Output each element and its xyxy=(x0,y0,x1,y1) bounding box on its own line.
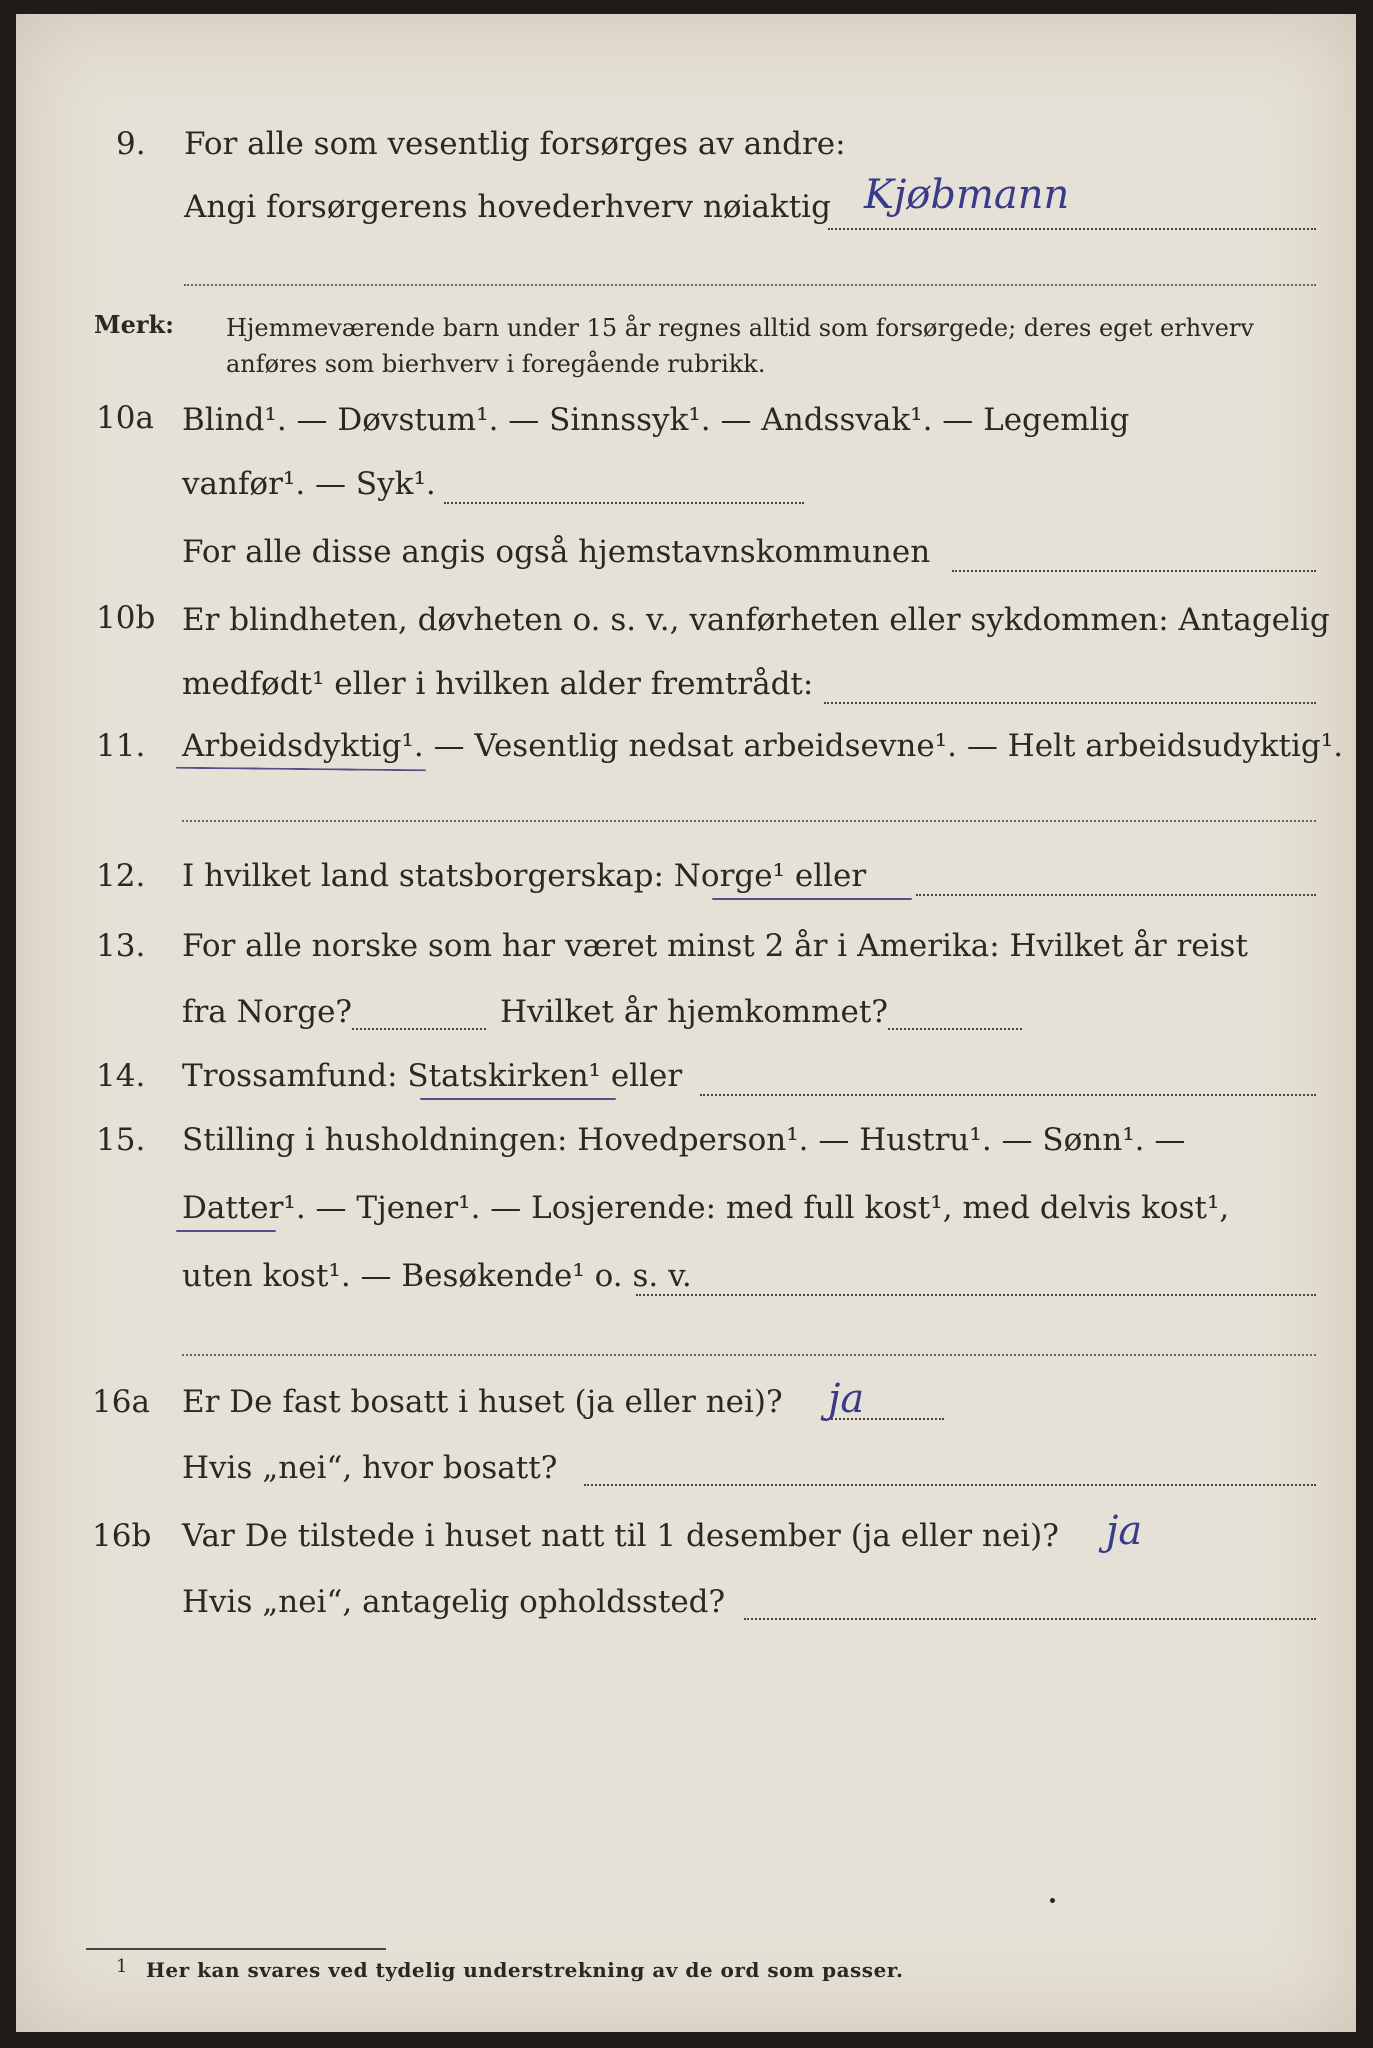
q14-number: 14. xyxy=(96,1058,146,1094)
q15-number: 15. xyxy=(96,1122,146,1158)
q9-line-1: For alle som vesentlig forsørges av andre: xyxy=(184,126,846,162)
merk-label: Merk: xyxy=(94,310,174,339)
q9-number: 9. xyxy=(116,126,146,162)
q15-line-3: uten kost¹. — Besøkende¹ o. s. v. xyxy=(182,1258,692,1294)
q13-reist-line xyxy=(352,1028,486,1030)
q15-datter-underline xyxy=(176,1230,276,1232)
q11-line-1: Arbeidsdyktig¹. — Vesentlig nedsat arbeidsevne¹. — Helt arbeidsudyktig¹. xyxy=(182,728,1344,764)
q13-line-1: For alle norske som har været minst 2 år i Amerika: Hvilket år reist xyxy=(182,928,1248,964)
q14-line-1: Trossamfund: Statskirken¹ eller xyxy=(182,1058,683,1094)
q12-answer-line xyxy=(916,894,1316,896)
q16b-opholdssted-line xyxy=(744,1618,1316,1620)
q16a-line-2: Hvis „nei“, hvor bosatt? xyxy=(182,1450,558,1486)
merk-line-2: anføres som bierhverv i foregående rubrikk. xyxy=(226,350,766,378)
q11-arbeidsdyktig-underline xyxy=(176,767,426,772)
footnote-mark: 1 xyxy=(116,1956,128,1977)
q12-number: 12. xyxy=(96,858,146,894)
q9-extra-line xyxy=(184,284,1316,286)
footnote-rule xyxy=(86,1948,386,1950)
q15-extra-line xyxy=(182,1354,1316,1356)
q13-hjemkommet-line xyxy=(888,1028,1022,1030)
q12-line-1: I hvilket land statsborgerskap: Norge¹ eller xyxy=(182,858,867,894)
q10a-line-1: Blind¹. — Døvstum¹. — Sinnssyk¹. — Andssvak¹. — Legemlig xyxy=(182,402,1130,438)
q9-answer-line xyxy=(828,228,1316,230)
q11-extra-line xyxy=(182,820,1316,822)
q10b-answer-line xyxy=(824,702,1316,704)
q10a-number: 10a xyxy=(96,400,154,436)
footnote-text: Her kan svares ved tydelig understrekning av de ord som passer. xyxy=(146,1958,904,1982)
q9-line-2: Angi forsørgerens hovederhverv nøiaktig xyxy=(184,189,831,225)
q10b-line-2: medfødt¹ eller i hvilken alder fremtrådt: xyxy=(182,666,814,702)
q16b-line-1: Var De tilstede i huset natt til 1 desember (ja eller nei)? xyxy=(182,1518,1059,1554)
q16b-number: 16b xyxy=(92,1518,152,1554)
q10b-line-1: Er blindheten, døvheten o. s. v., vanførheten eller sykdommen: Antagelig xyxy=(182,602,1330,638)
q10a-hjemstavn-line xyxy=(952,570,1316,572)
q16a-line-1: Er De fast bosatt i huset (ja eller nei)? xyxy=(182,1384,783,1420)
q15-line-1: Stilling i husholdningen: Hovedperson¹. — Hustru¹. — Sønn¹. — xyxy=(182,1122,1186,1158)
q16b-handwritten-answer: ja xyxy=(1106,1508,1143,1554)
q9-handwritten-answer: Kjøbmann xyxy=(864,172,1070,218)
q13-line-2a: fra Norge? xyxy=(182,994,353,1030)
q10a-syk-line xyxy=(444,502,804,504)
q15-line-2: Datter¹. — Tjener¹. — Losjerende: med full kost¹, med delvis kost¹, xyxy=(182,1190,1230,1226)
q16a-bosatt-line xyxy=(584,1484,1316,1486)
q16a-handwritten-answer: ja xyxy=(828,1376,865,1422)
q12-norge-underline xyxy=(712,898,912,900)
q15-answer-line xyxy=(636,1294,1316,1296)
q11-number: 11. xyxy=(96,728,146,764)
ink-spot xyxy=(1050,1898,1055,1903)
q16a-number: 16a xyxy=(92,1384,150,1420)
q10a-line-2: vanfør¹. — Syk¹. xyxy=(182,466,436,502)
q14-statskirken-underline xyxy=(420,1098,616,1100)
q13-line-2b: Hvilket år hjemkommet? xyxy=(500,994,888,1030)
census-form-page xyxy=(16,14,1356,2032)
q10a-line-3: For alle disse angis også hjemstavnskommunen xyxy=(182,534,931,570)
q13-number: 13. xyxy=(96,928,146,964)
q10b-number: 10b xyxy=(96,600,156,636)
q14-answer-line xyxy=(700,1094,1316,1096)
q16b-line-2: Hvis „nei“, antagelig opholdssted? xyxy=(182,1584,726,1620)
merk-line-1: Hjemmeværende barn under 15 år regnes alltid som forsørgede; deres eget erhverv xyxy=(226,314,1254,342)
